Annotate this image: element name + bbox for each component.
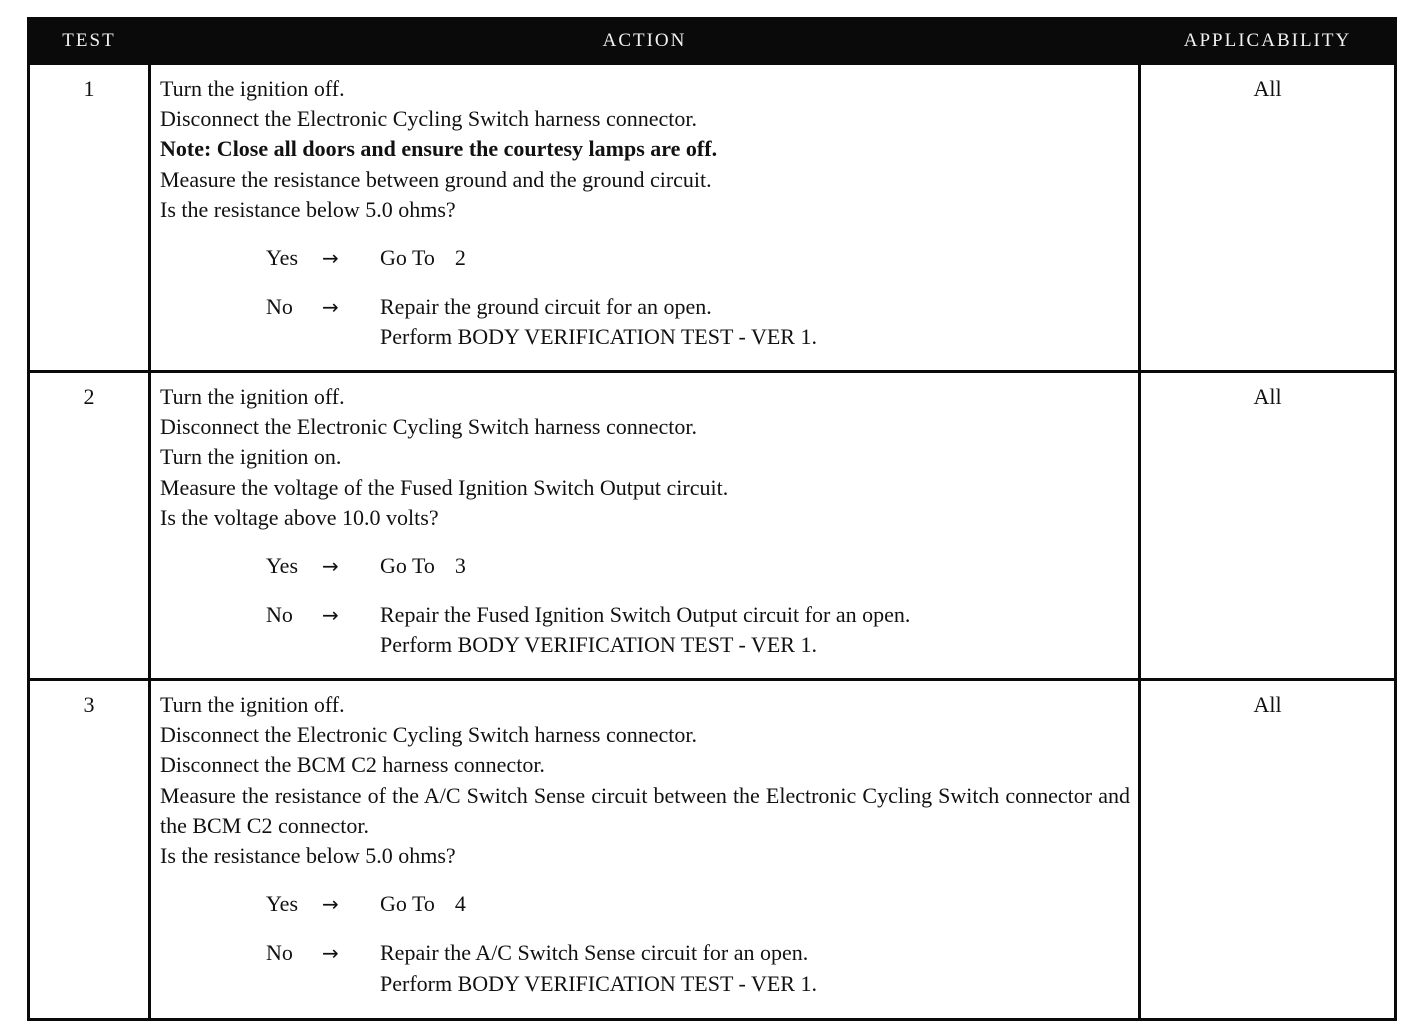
question-text: Is the resistance below 5.0 ohms?: [160, 196, 456, 222]
repair-instruction: [380, 600, 910, 660]
applicability-value: All: [1140, 64, 1396, 372]
step-text: Disconnect the Electronic Cycling Switch harness connector.: [160, 414, 698, 440]
yes-branch: [266, 889, 1130, 919]
right-arrow-icon: →: [322, 295, 339, 320]
step-text: Measure the voltage of the Fused Ignition Switch Output circuit.: [160, 474, 729, 500]
verify-text: Perform BODY VERIFICATION TEST - VER 1.: [380, 970, 817, 996]
goto-label: Go To: [380, 553, 435, 579]
action-cell: [150, 680, 1140, 1020]
action-cell: [150, 372, 1140, 680]
table-row: [29, 64, 1396, 372]
applicability-value: All: [1140, 372, 1396, 680]
goto-instruction: [380, 243, 466, 273]
step-text: Disconnect the BCM C2 harness connector.: [160, 752, 545, 778]
result-branches: [266, 243, 1130, 353]
no-label: No: [266, 940, 293, 966]
no-branch: [266, 292, 1130, 352]
table-header-row: [29, 19, 1396, 64]
test-number: 1: [29, 64, 150, 372]
yes-label: Yes: [266, 891, 299, 917]
verify-text: Perform BODY VERIFICATION TEST - VER 1.: [380, 324, 817, 350]
step-text: Turn the ignition on.: [160, 444, 342, 470]
repair-instruction: [380, 938, 817, 998]
goto-target: 2: [454, 245, 466, 271]
no-branch: [266, 600, 1130, 660]
table-row: [29, 372, 1396, 680]
right-arrow-icon: →: [322, 603, 339, 628]
right-arrow-icon: →: [322, 246, 339, 271]
header-applicability: APPLICABILITY: [1140, 19, 1396, 64]
repair-instruction: [380, 292, 817, 352]
step-text: Turn the ignition off.: [160, 76, 345, 101]
verify-text: Perform BODY VERIFICATION TEST - VER 1.: [380, 632, 817, 658]
goto-instruction: [380, 889, 466, 919]
step-text: Disconnect the Electronic Cycling Switch harness connector.: [160, 106, 698, 132]
step-text: Measure the resistance between ground and the ground circuit.: [160, 166, 712, 192]
yes-label: Yes: [266, 553, 299, 579]
goto-target: 3: [454, 553, 466, 579]
no-branch: [266, 938, 1130, 998]
right-arrow-icon: →: [322, 941, 339, 966]
action-cell: [150, 64, 1140, 372]
header-action: ACTION: [150, 19, 1140, 64]
yes-branch: [266, 243, 1130, 273]
goto-target: 4: [454, 891, 466, 917]
repair-text: Repair the ground circuit for an open.: [380, 294, 712, 320]
goto-instruction: [380, 551, 466, 581]
repair-text: Repair the Fused Ignition Switch Output circuit for an open.: [380, 602, 911, 628]
diagnostic-test-table: [27, 17, 1397, 1021]
step-text: Turn the ignition off.: [160, 692, 345, 717]
no-label: No: [266, 294, 293, 320]
result-branches: [266, 889, 1130, 999]
table-row: [29, 680, 1396, 1020]
goto-label: Go To: [380, 891, 435, 917]
header-test: TEST: [29, 19, 150, 64]
yes-branch: [266, 551, 1130, 581]
repair-text: Repair the A/C Switch Sense circuit for an open.: [380, 940, 809, 966]
note-text: Note: Close all doors and ensure the courtesy lamps are off.: [160, 136, 718, 162]
applicability-value: All: [1140, 680, 1396, 1020]
goto-label: Go To: [380, 245, 435, 271]
test-number: 3: [29, 680, 150, 1020]
step-text: Turn the ignition off.: [160, 384, 345, 409]
yes-label: Yes: [266, 245, 299, 271]
result-branches: [266, 551, 1130, 661]
question-text: Is the voltage above 10.0 volts?: [160, 504, 439, 530]
right-arrow-icon: →: [322, 554, 339, 579]
no-label: No: [266, 602, 293, 628]
question-text: Is the resistance below 5.0 ohms?: [160, 843, 456, 869]
step-text: Disconnect the Electronic Cycling Switch harness connector.: [160, 722, 698, 748]
test-number: 2: [29, 372, 150, 680]
right-arrow-icon: →: [322, 892, 339, 917]
step-text: Measure the resistance of the A/C Switch Sense circuit between the Electronic Cycling Switch connector and the BCM C2 connector.: [160, 782, 1130, 838]
